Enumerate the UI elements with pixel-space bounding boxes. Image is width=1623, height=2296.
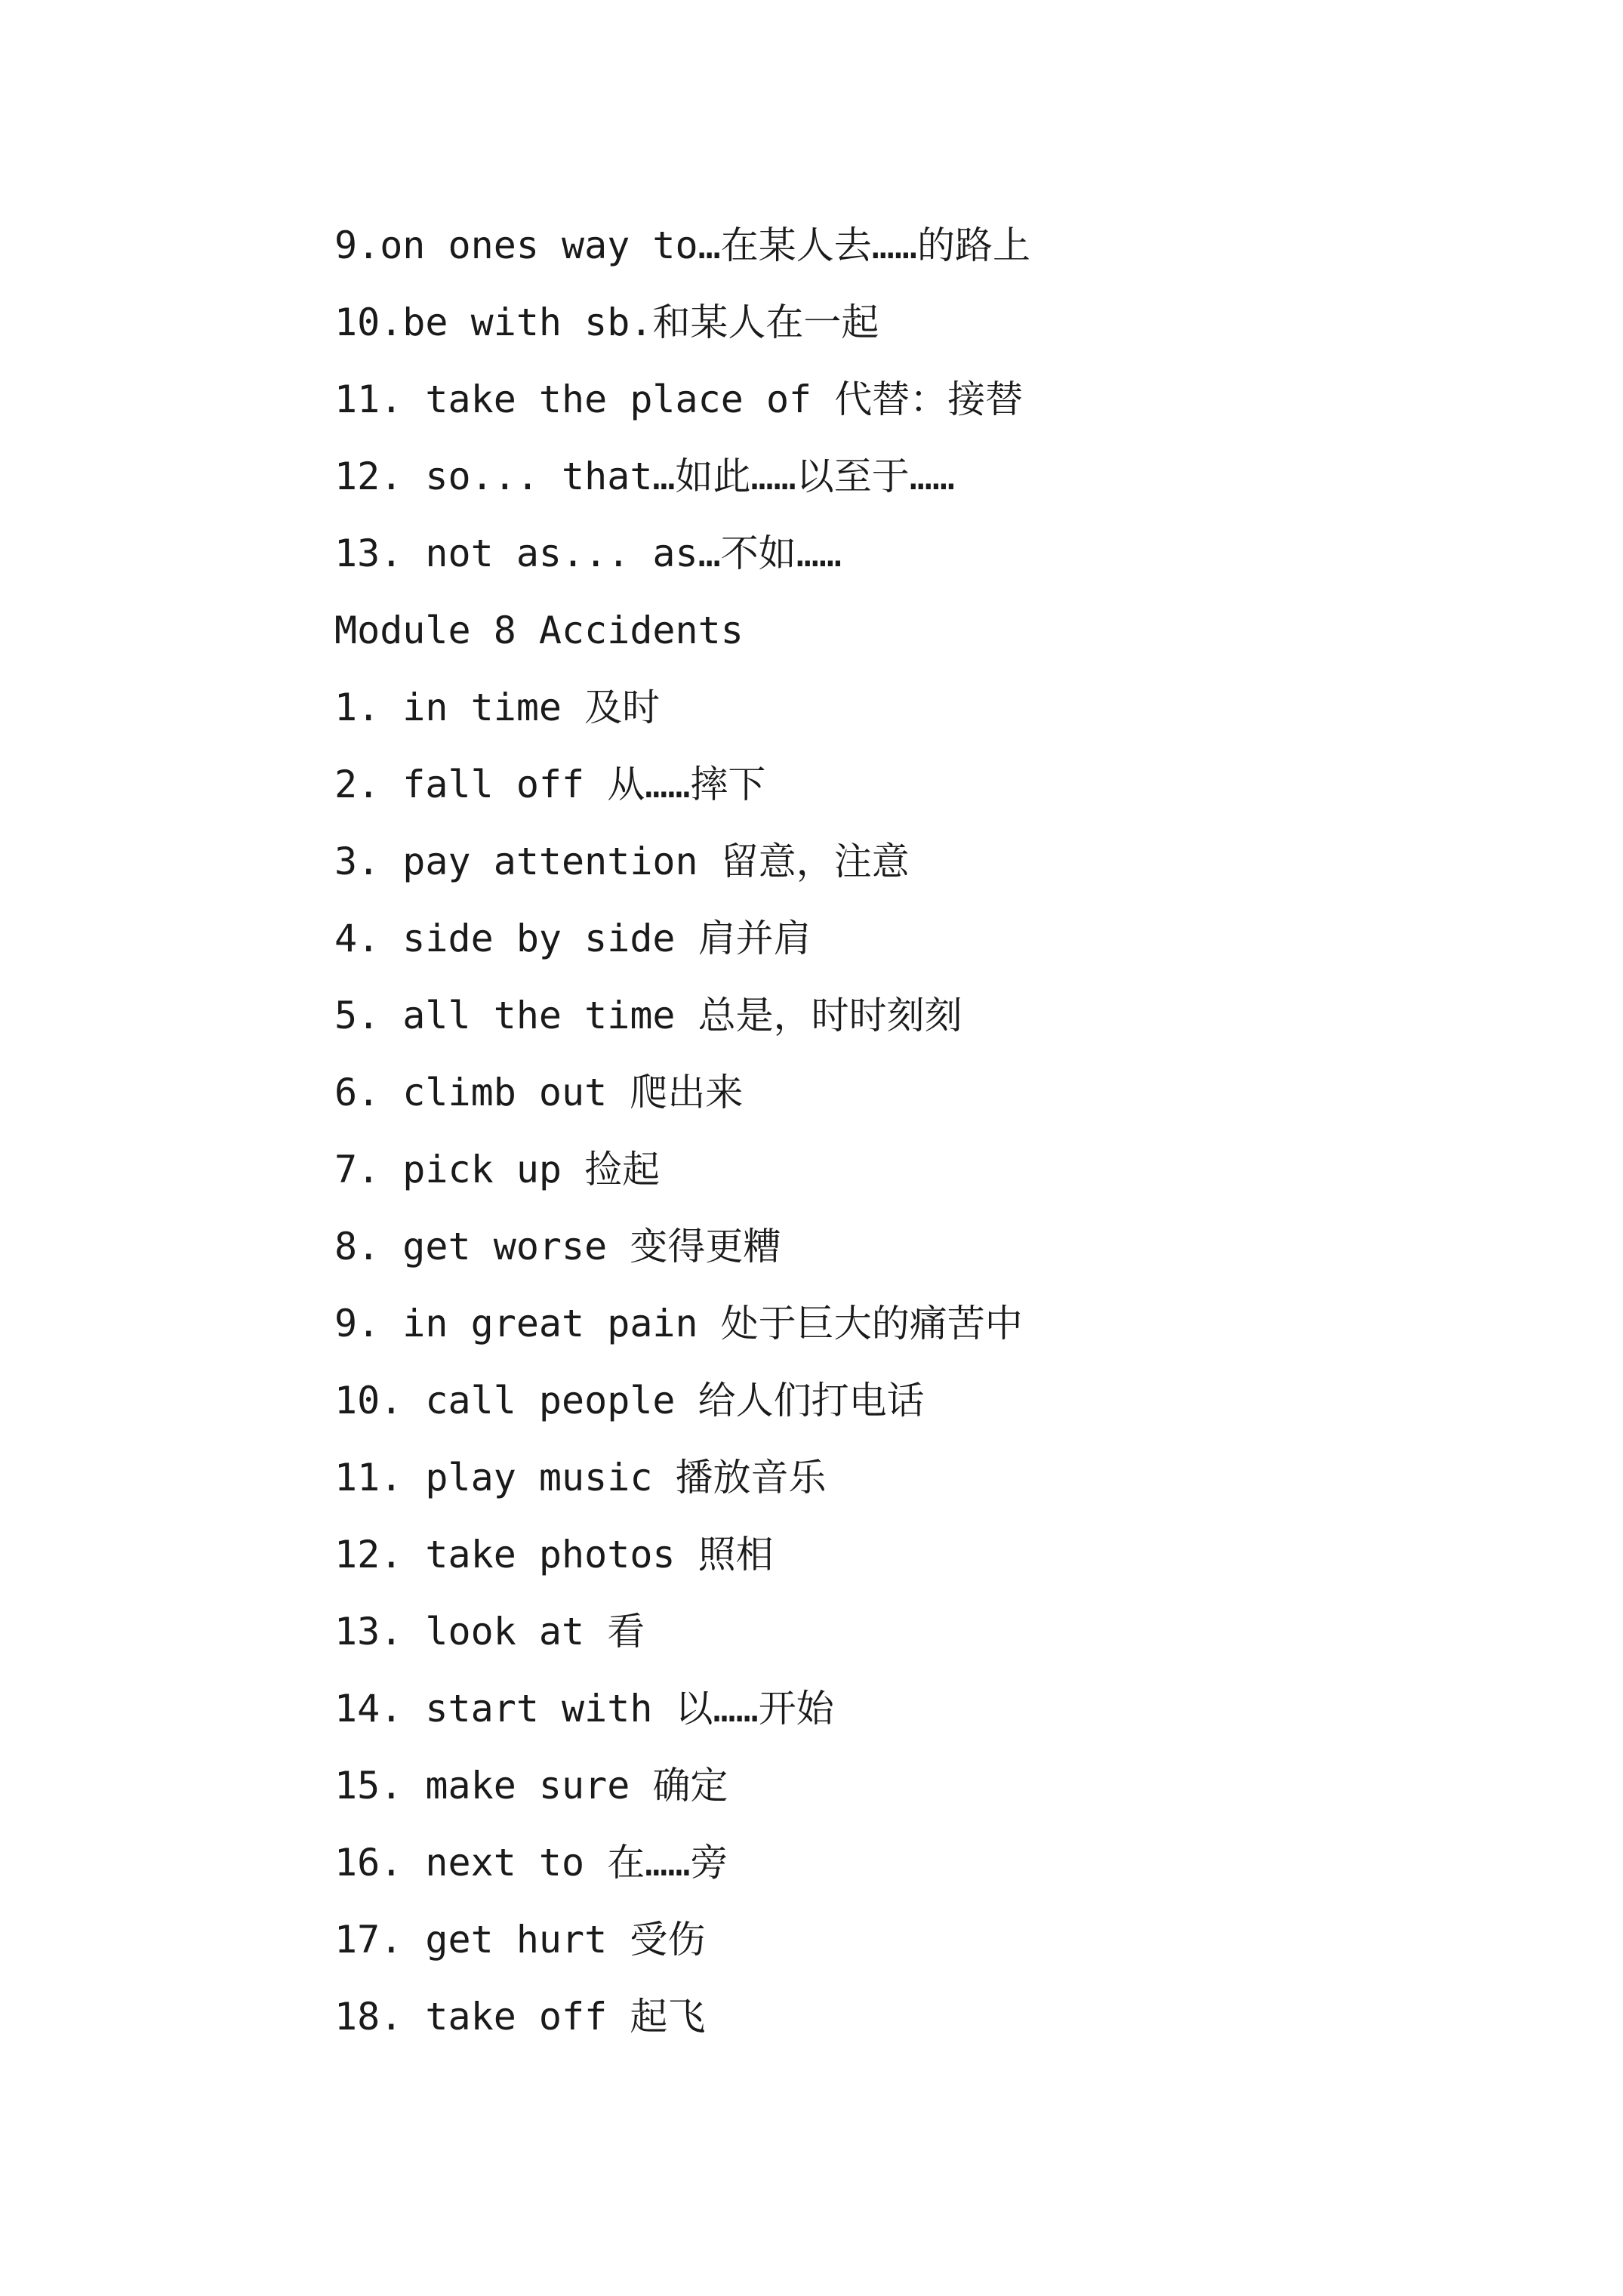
phrase-line: 5. all the time 总是，时时刻刻: [334, 994, 962, 1037]
phrase-line: 17. get hurt 受伤: [334, 1918, 706, 1962]
phrase-line: 12. so... that…如此……以至于……: [334, 455, 955, 498]
phrase-line: 10. call people 给人们打电话: [334, 1379, 925, 1422]
phrase-line: 14. start with 以……开始: [334, 1687, 834, 1730]
phrase-line: 9.on ones way to…在某人去……的路上: [334, 223, 1030, 267]
phrase-line: 13. look at 看: [334, 1610, 645, 1653]
phrase-line: 2. fall off 从……摔下: [334, 763, 766, 806]
phrase-line: 1. in time 及时: [334, 686, 661, 729]
phrase-line: 18. take off 起飞: [334, 1995, 706, 2039]
phrase-line: 3. pay attention 留意，注意: [334, 840, 910, 883]
module-heading: Module 8 Accidents: [334, 609, 744, 652]
phrase-line: 11. take the place of 代替：接替: [334, 378, 1024, 421]
phrase-line: 10.be with sb.和某人在一起: [334, 300, 879, 344]
phrase-line: 11. play music 播放音乐: [334, 1456, 827, 1499]
phrase-line: 4. side by side 肩并肩: [334, 917, 812, 960]
phrase-line: 8. get worse 变得更糟: [334, 1225, 781, 1268]
phrase-line: 9. in great pain 处于巨大的痛苦中: [334, 1302, 1023, 1345]
phrase-list: [334, 215, 1030, 2063]
phrase-line: 16. next to 在……旁: [334, 1841, 728, 1885]
phrase-line: 15. make sure 确定: [334, 1764, 728, 1808]
phrase-line: 6. climb out 爬出来: [334, 1071, 744, 1114]
phrase-line: 7. pick up 捡起: [334, 1148, 661, 1191]
phrase-line: 13. not as... as…不如……: [334, 532, 842, 575]
phrase-line: 12. take photos 照相: [334, 1533, 774, 1576]
